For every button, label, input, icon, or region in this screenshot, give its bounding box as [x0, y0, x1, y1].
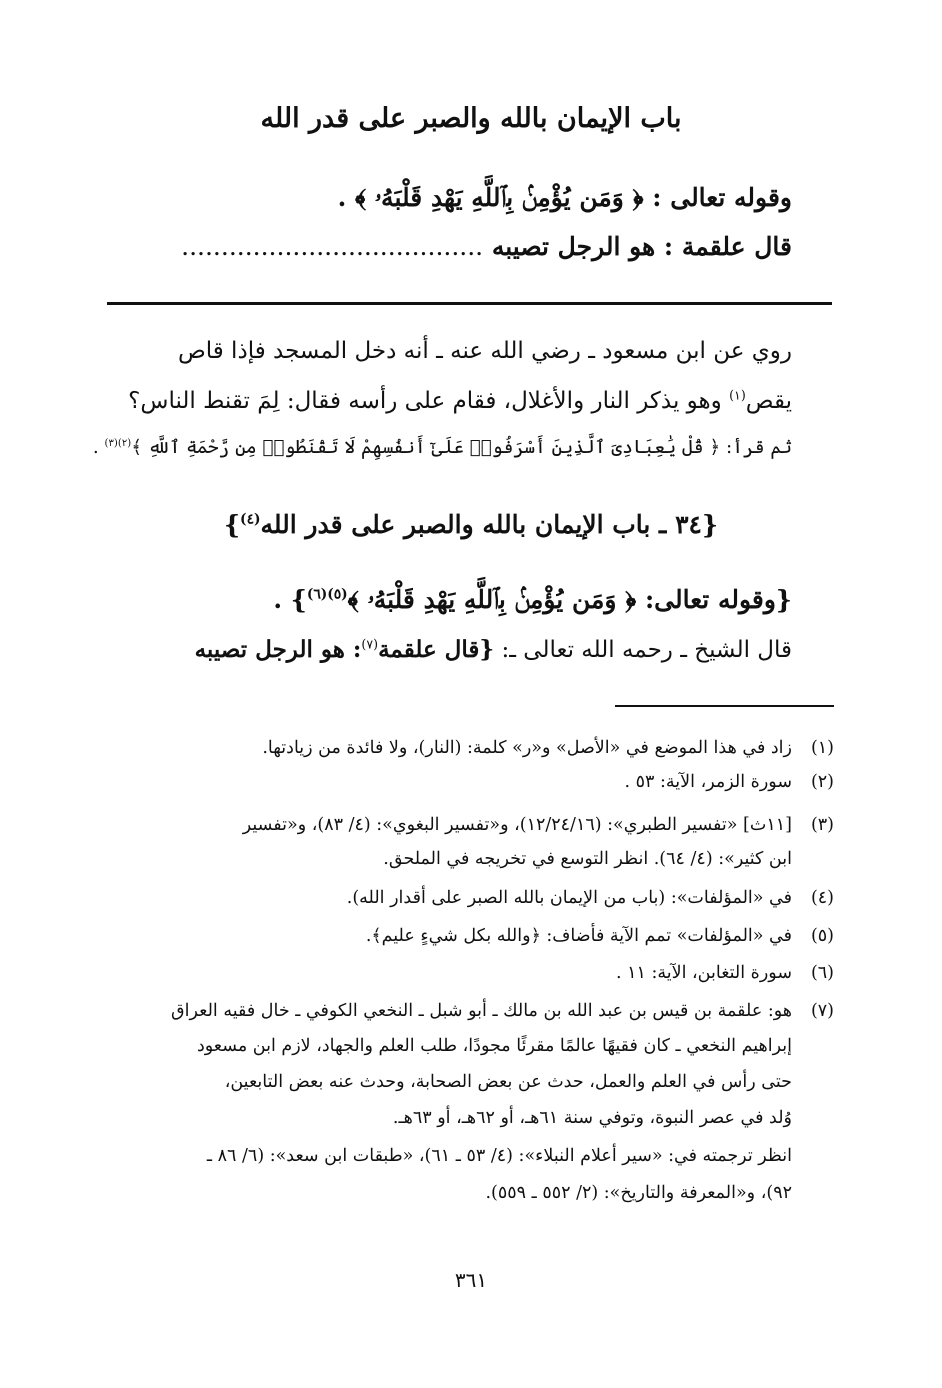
alqama-text: قال علقمة : هو الرجل تصيبه	[491, 232, 792, 261]
text-fragment: .	[92, 437, 105, 458]
footnote-text: حتى رأس في العلم والعمل، حدث عن بعض الصحابة، وحدث عنه بعض التابعين،	[224, 1072, 792, 1092]
alqama-dots: ......................................	[181, 232, 484, 261]
verse-text: {وقوله تعالى: ﴿ وَمَن يُؤْمِنۢ بِٱللَّهِ يَهْدِ قَلْبَهُۥ ﴾	[347, 585, 792, 614]
footnote-ref: (٢)(٣)	[104, 437, 132, 449]
bracket: } .	[273, 585, 307, 614]
footnote-text: في «المؤلفات» تمم الآية فأضاف: ﴿والله بكل شيءٍ عليم﴾.	[365, 926, 792, 946]
verse-line: وقوله تعالى : ﴿ وَمَن يُؤْمِنۢ بِٱللَّهِ يَهْدِ قَلْبَهُۥ ﴾ .	[337, 183, 792, 212]
alqama-line	[181, 232, 792, 261]
footnote-text: ابن كثير»: (٤/ ٦٤). انظر التوسع في تخريجه في الملحق.	[383, 849, 792, 869]
footnote-text: سورة التغابن، الآية: ١١ .	[615, 963, 792, 983]
footnote-text: انظر ترجمته في: «سير أعلام النبلاء»: (٤/ ٥٣ ـ ٦١)، «طبقات ابن سعد»: (٦/ ٨٦ ـ	[206, 1146, 792, 1166]
footnote-ref: (٥)(٦)	[306, 586, 348, 603]
footnote-text: إبراهيم النخعي ـ كان فقيهًا عالمًا مقرئًا مجودًا، طلب العلم والجهاد، لازم ابن مسعود	[196, 1036, 792, 1056]
paragraph-line-3	[93, 437, 792, 458]
footnote-number: (٧)	[810, 1001, 834, 1021]
header-divider	[107, 302, 832, 305]
bold-fragment: {قال علقمة	[378, 636, 495, 663]
verse-line-2	[273, 585, 792, 615]
footnote-ref: (٧)	[361, 636, 379, 652]
footnote-number: (٢)	[810, 772, 834, 792]
footnote-text: هو: علقمة بن قيس بن عبد الله بن مالك ـ أبو شبل ـ النخعي الكوفي ـ خال فقيه العراق	[171, 1001, 792, 1021]
section-title	[0, 510, 942, 539]
footnote-ref: (٤)	[240, 511, 261, 528]
text-fragment: وهو يذكر النار والأغلال، فقام على رأسه فقال: لِمَ تقنط الناس؟	[128, 388, 730, 414]
bold-fragment: : هو الرجل تصيبه	[194, 636, 362, 663]
chapter-title: باب الإيمان بالله والصبر على قدر الله	[260, 103, 682, 134]
footnote-text: في «المؤلفات»: (باب من الإيمان بالله الصبر على أقدار الله).	[346, 888, 792, 908]
text-fragment: قال الشيخ ـ رحمه الله تعالى ـ:	[494, 637, 792, 663]
footnote-text: زاد في هذا الموضع في «الأصل» و«ر» كلمة: (النار)، ولا فائدة من زيادتها.	[262, 738, 792, 758]
footnote-ref: (١)	[729, 387, 746, 403]
section-title-text: {٣٤ ـ باب الإيمان بالله والصبر على قدر الله	[260, 510, 719, 539]
footnote-number: (٤)	[810, 888, 834, 908]
quran-quote: ثم قرأ: ﴿ قُلْ يَٰعِبَادِىَ ٱلَّذِينَ أَسْرَفُوا۟ عَلَىٰٓ أَنفُسِهِمْ لَا تَقْنَطُوا۟ مِن رَّحْمَةِ ٱللَّهِ ﴾	[131, 437, 792, 458]
sheikh-line	[195, 636, 792, 663]
footnote-text: ٩٢)، و«المعرفة والتاريخ»: (٢/ ٥٥٢ ـ ٥٥٩).	[485, 1183, 792, 1203]
footnote-text: سورة الزمر، الآية: ٥٣ .	[624, 772, 792, 792]
footnote-number: (٦)	[810, 963, 834, 983]
paragraph-line-2	[128, 388, 792, 414]
footnote-number: (٥)	[810, 926, 834, 946]
page-number: ٣٦١	[454, 1268, 488, 1292]
footnote-number: (١)	[810, 738, 834, 758]
paragraph-line-1: روي عن ابن مسعود ـ رضي الله عنه ـ أنه دخل المسجد فإذا قاص	[177, 338, 792, 364]
footnote-number: (٣)	[810, 815, 834, 835]
bracket: }	[223, 510, 241, 539]
footnote-text: [١١ث] «تفسير الطبري»: (١٢/٢٤/١٦)، و«تفسير البغوي»: (٤/ ٨٣)، و«تفسير	[242, 815, 792, 835]
footnote-divider	[615, 705, 834, 707]
text-fragment: يقص	[745, 388, 792, 414]
footnote-text: وُلد في عصر النبوة، وتوفي سنة ٦١هـ، أو ٦٢هـ، أو ٦٣هـ.	[392, 1108, 792, 1128]
